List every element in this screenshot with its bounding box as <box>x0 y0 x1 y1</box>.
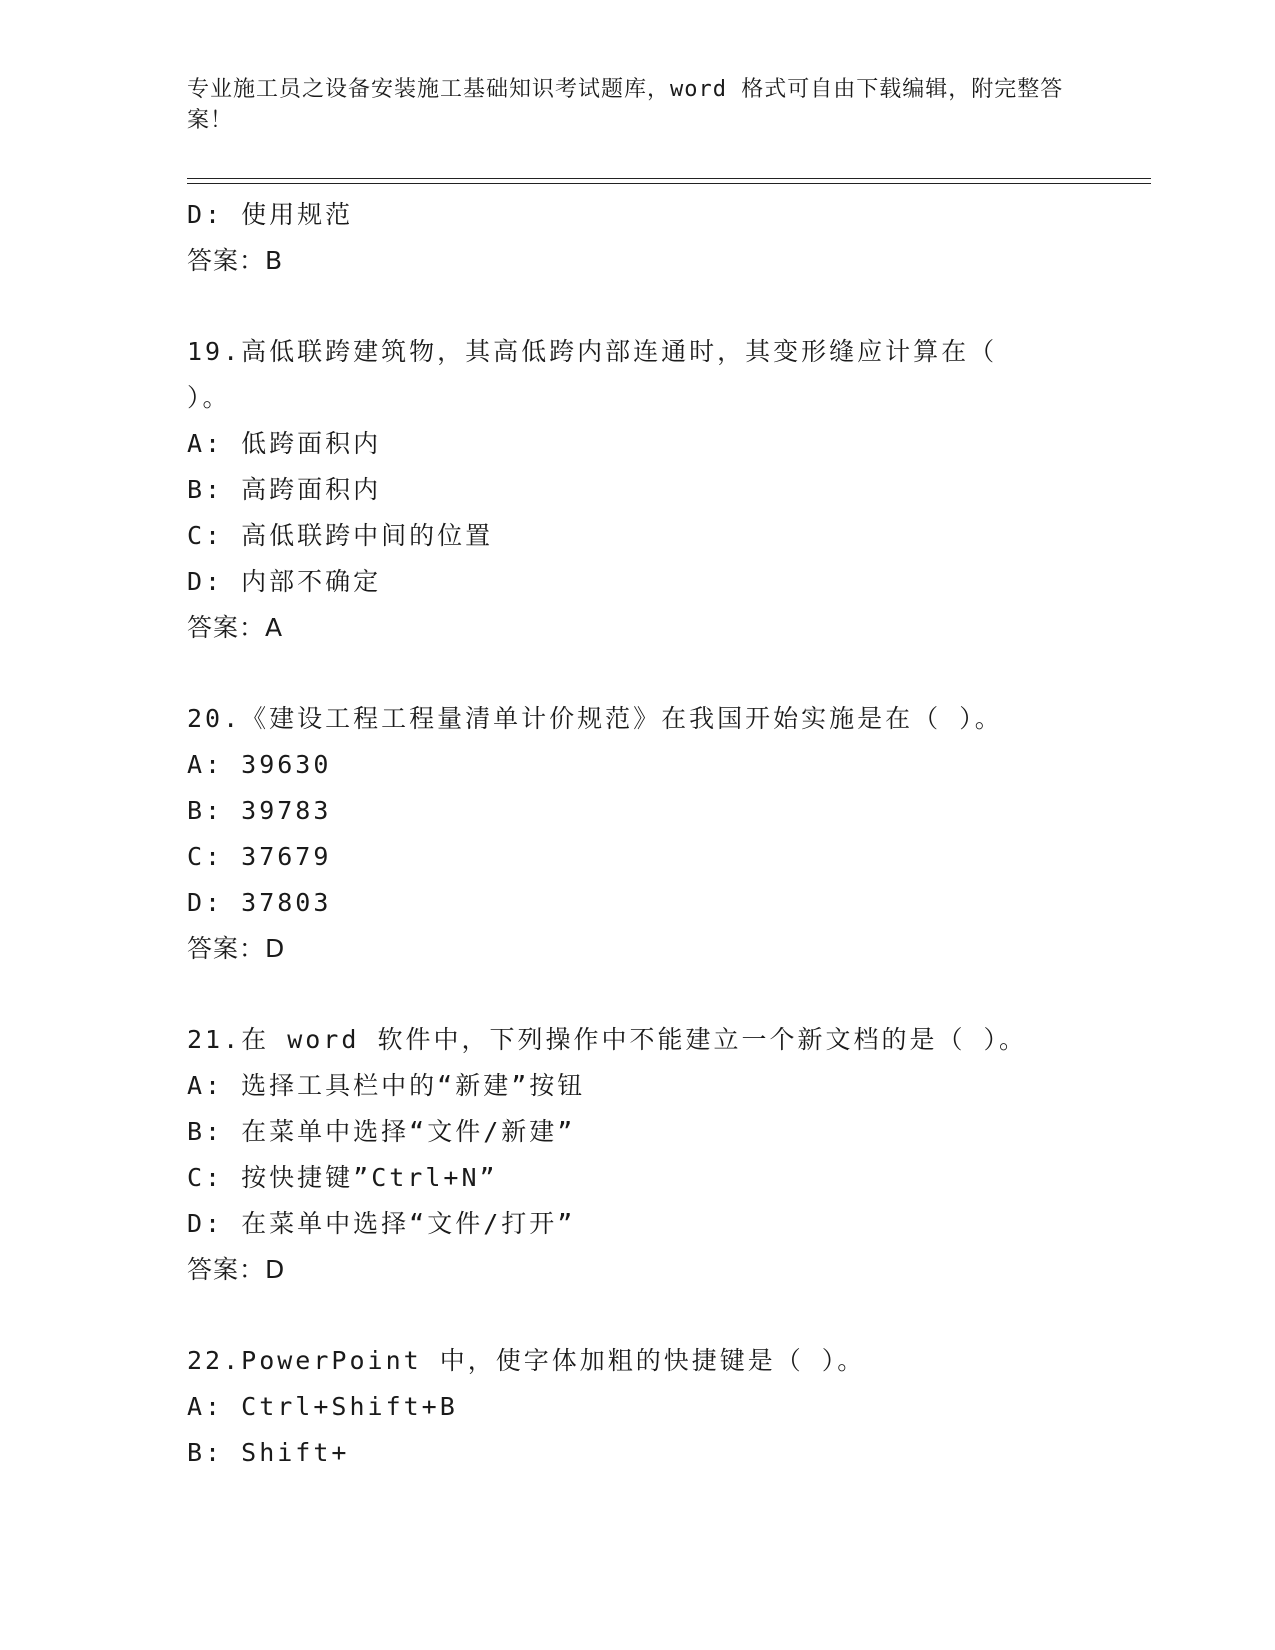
option-a: A: 低跨面积内 <box>187 429 382 458</box>
option-d: D: 使用规范 <box>187 200 354 229</box>
question-22 <box>187 1338 1087 1476</box>
option-b: B: 在菜单中选择“文件/新建” <box>187 1117 576 1146</box>
question-text: 20.《建设工程工程量清单计价规范》在我国开始实施是在（ ）。 <box>187 704 1003 733</box>
question-21 <box>187 1017 1087 1293</box>
question-text: 21.在 word 软件中，下列操作中不能建立一个新文档的是（ ）。 <box>187 1025 1028 1054</box>
prev-question <box>187 192 1087 284</box>
answer-line: 答案：A <box>187 613 284 642</box>
document-header: 专业施工员之设备安装施工基础知识考试题库，word 格式可自由下载编辑，附完整答案！ <box>187 77 1064 133</box>
question-19 <box>187 329 1087 651</box>
header-divider-top <box>187 178 1151 179</box>
option-d: D: 在菜单中选择“文件/打开” <box>187 1209 576 1238</box>
option-a: A: 39630 <box>187 750 332 779</box>
spacer <box>187 651 1087 696</box>
option-c: C: 高低联跨中间的位置 <box>187 521 494 550</box>
option-b: B: 高跨面积内 <box>187 475 382 504</box>
option-b: B: Shift+ <box>187 1438 350 1467</box>
option-a: A: 选择工具栏中的“新建”按钮 <box>187 1071 586 1100</box>
answer-line: 答案：D <box>187 934 286 963</box>
option-a: A: Ctrl+Shift+B <box>187 1392 458 1421</box>
answer-line: 答案：B <box>187 246 284 275</box>
option-d: D: 内部不确定 <box>187 567 382 596</box>
question-20 <box>187 696 1087 972</box>
header-divider-bottom <box>187 183 1151 184</box>
answer-line: 答案：D <box>187 1255 286 1284</box>
question-text: 19.高低联跨建筑物，其高低跨内部连通时，其变形缝应计算在（ ）。 <box>187 337 998 412</box>
document-content <box>187 192 1087 1476</box>
question-text: 22.PowerPoint 中，使字体加粗的快捷键是（ ）。 <box>187 1346 866 1375</box>
spacer <box>187 972 1087 1017</box>
spacer <box>187 1293 1087 1338</box>
option-b: B: 39783 <box>187 796 332 825</box>
option-c: C: 37679 <box>187 842 332 871</box>
spacer <box>187 284 1087 329</box>
option-d: D: 37803 <box>187 888 332 917</box>
option-c: C: 按快捷键”Ctrl+N” <box>187 1163 498 1192</box>
